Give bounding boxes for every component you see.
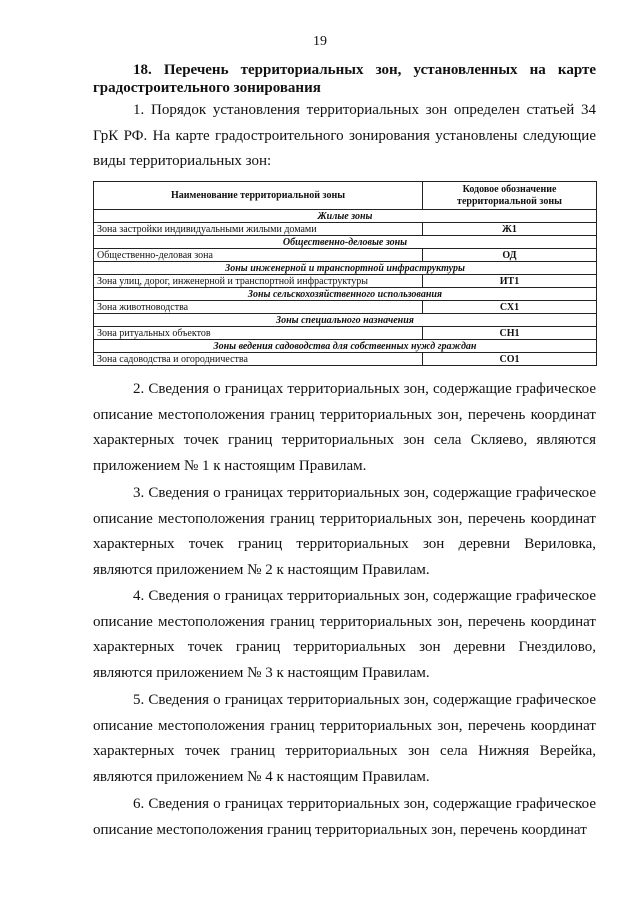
zone-code: СХ1	[423, 301, 597, 314]
table-group-row	[94, 236, 597, 249]
zone-group-title: Зоны сельскохозяйственного использования	[94, 288, 597, 301]
paragraph-5: 5. Сведения о границах территориальных зон, содержащие графическое описание местоположения границ территориальных зон, перечень координат характерных точек границ территориальных зон села Нижняя Верейка, являются приложением № 4 к настоящим Правилам.	[93, 692, 596, 785]
table-row	[94, 275, 597, 288]
paragraph-3: 3. Сведения о границах территориальных зон, содержащие графическое описание местоположения границ территориальных зон, перечень координат характерных точек границ территориальных зон деревни Вериловка, являются приложением № 2 к настоящим Правилам.	[93, 485, 596, 578]
table-header-code: Кодовое обозначение территориальной зоны	[423, 182, 597, 210]
table-group-row	[94, 288, 597, 301]
table-group-row	[94, 314, 597, 327]
zone-name: Общественно-деловая зона	[94, 249, 423, 262]
intro-paragraph: 1. Порядок установления территориальных зон определен статьей 34 ГрК РФ. На карте градостроительного зонирования установлены следующие виды территориальных зон:	[93, 102, 596, 169]
zone-group-title: Жилые зоны	[94, 210, 597, 223]
paragraph-2: 2. Сведения о границах территориальных зон, содержащие графическое описание местоположения границ территориальных зон, перечень координат характерных точек границ территориальных зон села Скляево, являются приложением № 1 к настоящим Правилам.	[93, 381, 596, 474]
section-heading: 18. Перечень территориальных зон, установленных на карте градостроительного зонирования	[93, 62, 596, 96]
zone-code: Ж1	[423, 223, 597, 236]
table-row	[94, 249, 597, 262]
table-group-row	[94, 210, 597, 223]
zone-name: Зона животноводства	[94, 301, 423, 314]
table-group-row	[94, 262, 597, 275]
zone-group-title: Общественно-деловые зоны	[94, 236, 597, 249]
table-row	[94, 353, 597, 366]
table-row	[94, 223, 597, 236]
page-number: 19	[313, 34, 327, 49]
zone-name: Зона садоводства и огородничества	[94, 353, 423, 366]
table-row	[94, 327, 597, 340]
table-row	[94, 301, 597, 314]
zones-table	[93, 181, 597, 366]
zone-code: ОД	[423, 249, 597, 262]
zone-group-title: Зоны ведения садоводства для собственных нужд граждан	[94, 340, 597, 353]
table-header-row	[94, 182, 597, 210]
table-header-name: Наименование территориальной зоны	[94, 182, 423, 210]
zone-name: Зона застройки индивидуальными жилыми домами	[94, 223, 423, 236]
paragraph-6: 6. Сведения о границах территориальных зон, содержащие графическое описание местоположения границ территориальных зон, перечень координат	[93, 796, 596, 838]
zone-code: СО1	[423, 353, 597, 366]
table-group-row	[94, 340, 597, 353]
zone-group-title: Зоны специального назначения	[94, 314, 597, 327]
zone-name: Зона ритуальных объектов	[94, 327, 423, 340]
zone-code: СН1	[423, 327, 597, 340]
zone-name: Зона улиц, дорог, инженерной и транспортной инфраструктуры	[94, 275, 423, 288]
zone-code: ИТ1	[423, 275, 597, 288]
zone-group-title: Зоны инженерной и транспортной инфраструктуры	[94, 262, 597, 275]
paragraph-4: 4. Сведения о границах территориальных зон, содержащие графическое описание местоположения границ территориальных зон, перечень координат характерных точек границ территориальных зон деревни Гнездилово, являются приложением № 3 к настоящим Правилам.	[93, 588, 596, 681]
